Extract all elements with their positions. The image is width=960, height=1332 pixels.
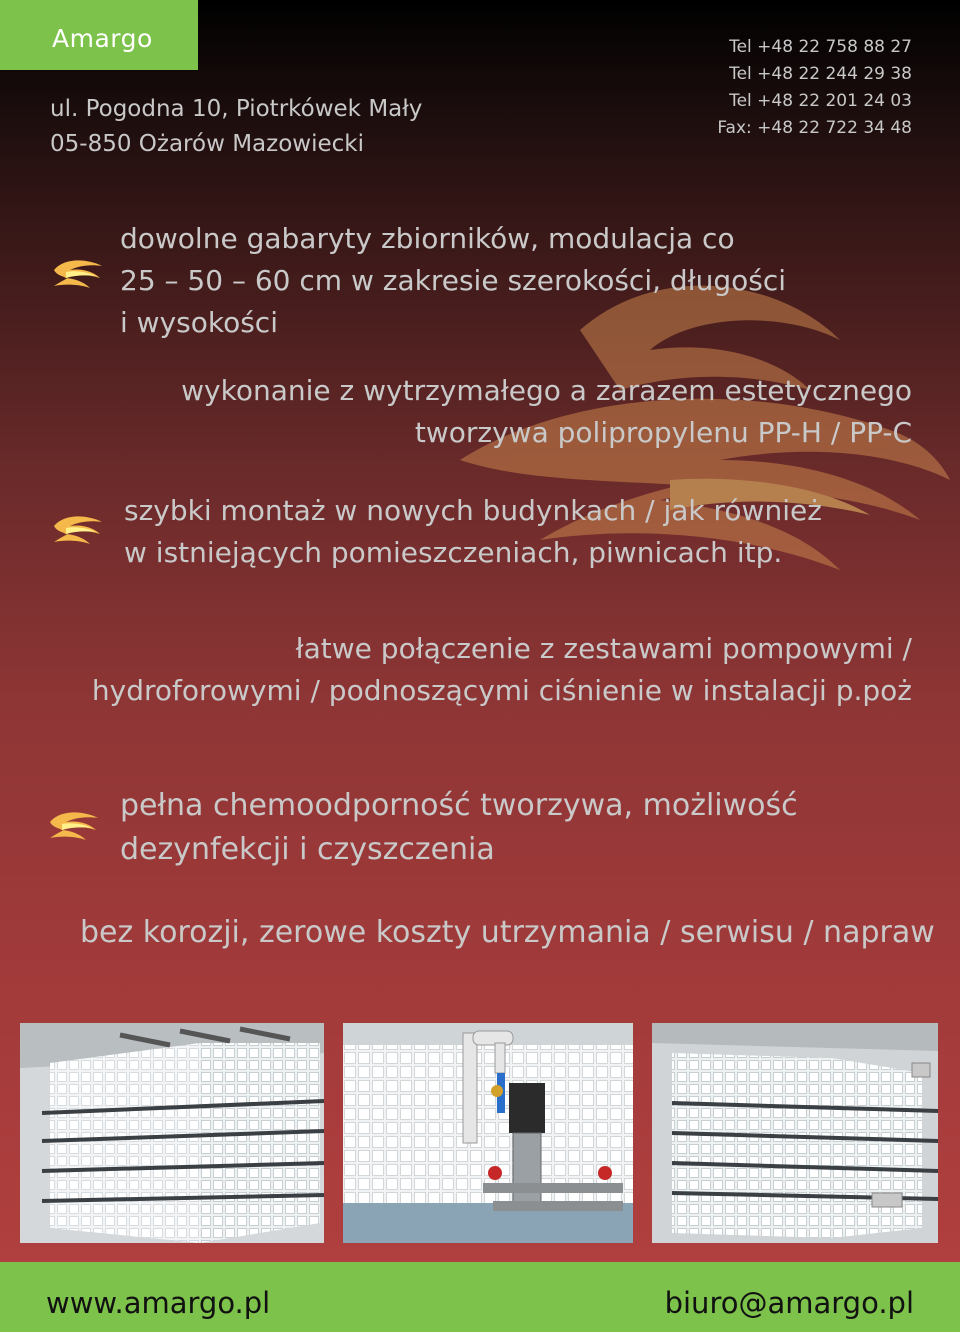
feature-chemical-resistance	[120, 784, 798, 872]
feature-line: dezynfekcji i czyszczenia	[120, 832, 495, 867]
feature-pump-connection	[92, 628, 912, 712]
feature-line: bez korozji, zerowe koszty utrzymania / serwisu / napraw	[80, 915, 935, 950]
address-city: 05-850 Ożarów Mazowiecki	[50, 131, 364, 157]
fax: Fax: +48 22 722 34 48	[717, 118, 912, 138]
flame-icon	[46, 808, 102, 848]
feature-line: tworzywa polipropylenu PP-H / PP-C	[414, 416, 912, 449]
feature-line: hydroforowymi / podnoszącymi ciśnienie w instalacji p.poż	[91, 674, 912, 707]
flame-icon	[50, 256, 106, 296]
feature-material	[181, 370, 912, 454]
feature-line: wykonanie z wytrzymałego a zarazem estetycznego	[181, 374, 912, 407]
contact-phones	[717, 34, 912, 142]
feature-no-corrosion	[80, 912, 935, 954]
email-link[interactable]: biuro@amargo.pl	[664, 1286, 914, 1320]
feature-installation	[124, 490, 822, 574]
phone-1: Tel +48 22 758 88 27	[729, 37, 912, 57]
feature-line: w istniejących pomieszczeniach, piwnicach itp.	[124, 536, 783, 569]
feature-line: szybki montaż w nowych budynkach / jak również	[124, 494, 822, 527]
tank-photo-2	[343, 1023, 633, 1243]
phone-3: Tel +48 22 201 24 03	[729, 91, 912, 111]
feature-line: dowolne gabaryty zbiorników, modulacja co	[120, 222, 735, 255]
feature-line: łatwe połączenie z zestawami pompowymi /	[295, 632, 912, 665]
tank-photo-3	[652, 1023, 938, 1243]
footer-bar	[0, 1262, 960, 1332]
phone-2: Tel +48 22 244 29 38	[729, 64, 912, 84]
feature-line: i wysokości	[120, 306, 278, 339]
feature-line: pełna chemoodporność tworzywa, możliwość	[120, 788, 798, 823]
tank-photo-1	[20, 1023, 324, 1243]
website-link[interactable]: www.amargo.pl	[46, 1286, 271, 1320]
brand-tab	[0, 0, 198, 70]
feature-dimensions	[120, 218, 786, 344]
feature-line: 25 – 50 – 60 cm w zakresie szerokości, długości	[120, 264, 787, 297]
address-street: ul. Pogodna 10, Piotrkówek Mały	[50, 96, 423, 122]
flame-icon	[50, 512, 106, 552]
address-block	[50, 92, 422, 162]
brand-name: Amargo	[52, 24, 153, 53]
